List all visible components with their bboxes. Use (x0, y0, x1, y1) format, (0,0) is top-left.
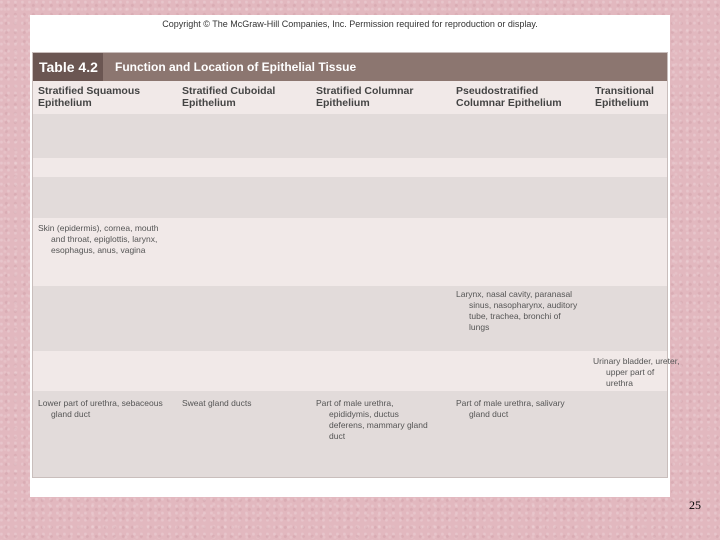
copyright-notice: Copyright © The McGraw-Hill Companies, Inc. Permission required for reproduction or display. (162, 19, 538, 29)
table-row-band (33, 114, 667, 158)
cell-pseudostratified-ducts: Part of male urethra, salivary gland duct (456, 398, 565, 419)
column-header-stratified-columnar: Stratified Columnar Epithelium (316, 85, 414, 109)
table-row-band (33, 177, 667, 218)
cell-transitional-location: Urinary bladder, ureter, upper part of urethra (593, 356, 680, 388)
page-number: 25 (689, 498, 701, 512)
cell-cuboidal-ducts: Sweat gland ducts (182, 398, 252, 408)
cell-squamous-location: Skin (epidermis), cornea, mouth and throat, epiglottis, larynx, esophagus, anus, vagina (38, 223, 159, 255)
cell-pseudostratified-location: Larynx, nasal cavity, paranasal sinus, nasopharynx, auditory tube, trachea, bronchi of lungs (456, 289, 578, 332)
slide (30, 15, 680, 497)
column-header-pseudostratified-columnar: Pseudostratified Columnar Epithelium (456, 85, 562, 109)
column-header-transitional: Transitional Epithelium (595, 85, 654, 109)
epithelial-table (32, 52, 680, 478)
column-header-stratified-cuboidal: Stratified Cuboidal Epithelium (182, 85, 276, 109)
cell-columnar-ducts: Part of male urethra, epididymis, ductus deferens, mammary gland duct (316, 398, 428, 441)
table-title: Function and Location of Epithelial Tissue (115, 60, 357, 74)
column-header-stratified-squamous: Stratified Squamous Epithelium (38, 85, 141, 109)
cell-squamous-ducts: Lower part of urethra, sebaceous gland duct (38, 398, 163, 419)
table-title-bar (33, 53, 667, 81)
table-number: Table 4.2 (33, 53, 103, 81)
